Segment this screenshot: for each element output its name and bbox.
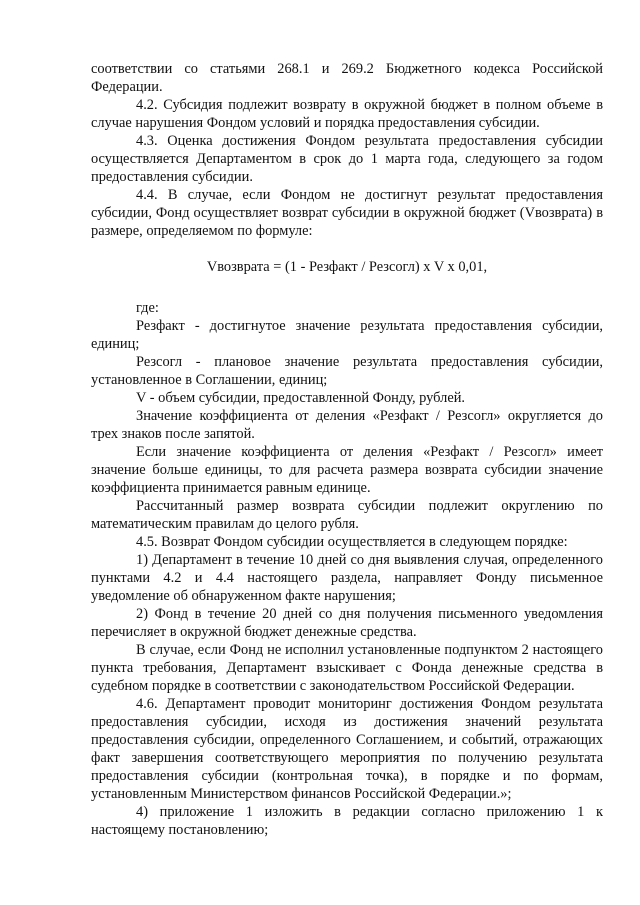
paragraph-4-2: 4.2. Субсидия подлежит возврату в окружной бюджет в полном объеме в случае нарушения Фондом условий и порядка предоставления субсидии. — [91, 97, 603, 131]
item-4-appendix: 4) приложение 1 изложить в редакции согласно приложению 1 к настоящему постановлению; — [91, 804, 603, 838]
paragraph-4-3: 4.3. Оценка достижения Фондом результата предоставления субсидии осуществляется Департаментом в срок до 1 марта года, следующего за годом предоставления субсидии. — [91, 133, 603, 185]
definition-rezfakt: Резфакт - достигнутое значение результата предоставления субсидии, единиц; — [91, 318, 603, 352]
paragraph-4-6: 4.6. Департамент проводит мониторинг достижения Фондом результата предоставления субсидии, исходя из достижения значений результата предоставления субсидии, определенного Соглашением, и событий, отражающих факт завершения соответствующего мероприятия по получению результата предоставления субсидии (контрольная точка), в порядке и по формам, установленным Министерством финансов Российской Федерации.»; — [91, 696, 603, 802]
where-label: где: — [136, 300, 159, 316]
paragraph-continuation: соответствии со статьями 268.1 и 269.2 Бюджетного кодекса Российской Федерации. — [91, 61, 603, 95]
definition-rezsogl: Резсогл - плановое значение результата предоставления субсидии, установленное в Соглашении, единиц; — [91, 354, 603, 388]
coefficient-rounding: Значение коэффициента от деления «Резфакт / Резсогл» округляется до трех знаков после запятой. — [91, 408, 603, 442]
paragraph-4-4: 4.4. В случае, если Фондом не достигнут результат предоставления субсидии, Фонд осуществляет возврат субсидии в окружной бюджет (Vвозврата) в размере, определяемом по формуле: — [91, 187, 603, 239]
coefficient-cap: Если значение коэффициента от деления «Резфакт / Резсогл» имеет значение больше единицы, то для расчета размера возврата субсидии значение коэффициента принимается равным единице. — [91, 444, 603, 496]
subitem-1: 1) Департамент в течение 10 дней со дня выявления случая, определенного пунктами 4.2 и 4.4 настоящего раздела, направляет Фонду письменное уведомление об обнаруженном факте нарушения; — [91, 552, 603, 604]
document-page — [91, 60, 603, 839]
subitem-2: 2) Фонд в течение 20 дней со дня получения письменного уведомления перечисляет в окружной бюджет денежные средства. — [91, 606, 603, 640]
definition-v: V - объем субсидии, предоставленной Фонду, рублей. — [136, 390, 466, 406]
amount-rounding: Рассчитанный размер возврата субсидии подлежит округлению по математическим правилам до целого рубля. — [91, 498, 603, 532]
enforcement-paragraph: В случае, если Фонд не исполнил установленные подпунктом 2 настоящего пункта требования, Департамент взыскивает с Фонда денежные средства в судебном порядке в соответствии с законодательством Российской Федерации. — [91, 642, 603, 694]
paragraph-4-5: 4.5. Возврат Фондом субсидии осуществляется в следующем порядке: — [136, 534, 568, 550]
return-formula: Vвозврата = (1 - Резфакт / Резсогл) x V x 0,01, — [206, 259, 488, 275]
